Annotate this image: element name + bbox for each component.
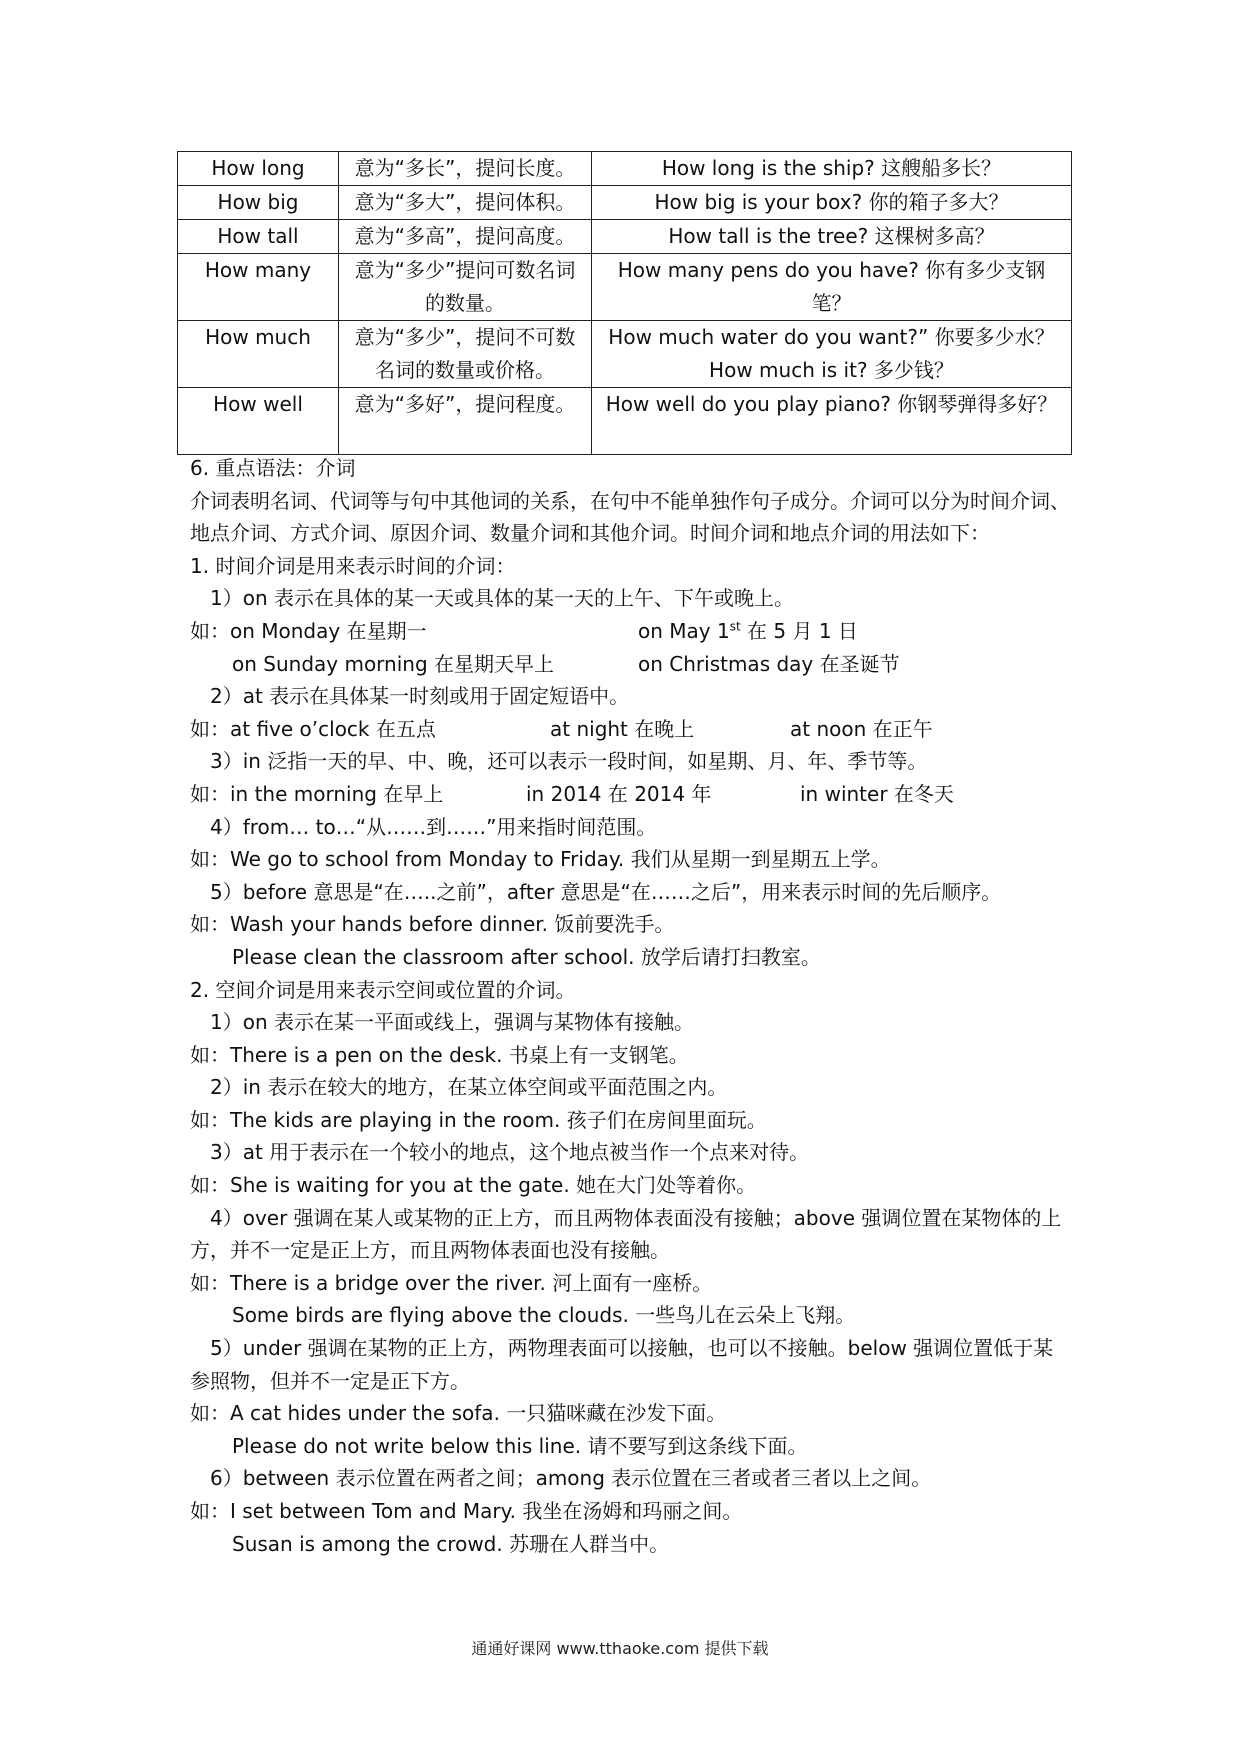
subsection-title: 1. 时间介词是用来表示时间的介词： xyxy=(190,553,516,578)
table-cell: 意为“多少”提问可数名词的数量。 xyxy=(339,254,592,321)
example-line: Susan is among the crowd. 苏珊在人群当中。 xyxy=(232,1531,670,1556)
rule-item: 1）on 表示在具体的某一天或具体的某一天的上午、下午或晚上。 xyxy=(210,586,794,611)
example-text: in winter 在冬天 xyxy=(800,781,954,806)
section-heading: 6. 重点语法：介词 xyxy=(190,456,356,480)
table-cell: 意为“多好”，提问程度。 xyxy=(339,388,592,455)
example-line xyxy=(190,648,1070,681)
table-cell: How tall is the tree? 这棵树多高？ xyxy=(592,220,1072,254)
rule-item: 2）in 表示在较大的地方，在某立体空间或平面范围之内。 xyxy=(210,1075,728,1100)
table-cell: How tall xyxy=(178,220,339,254)
table-cell: How well do you play piano? 你钢琴弹得多好？ xyxy=(592,388,1072,455)
rule-item: 6）between 表示位置在两者之间；among 表示位置在三者或者三者以上之间。 xyxy=(210,1466,932,1491)
page-footer: 通通好课网 www.tthaoke.com 提供下载 xyxy=(471,1639,769,1658)
rule-item: 4）from… to…“从……到……”用来指时间范围。 xyxy=(210,814,657,839)
example-text: 如：in the morning 在早上 xyxy=(190,781,444,806)
table-cell: How big xyxy=(178,186,339,220)
rule-item: 3）in 泛指一天的早、中、晚，还可以表示一段时间，如星期、月、年、季节等。 xyxy=(210,749,928,774)
table-cell: 意为“多少”，提问不可数名词的数量或价格。 xyxy=(339,321,592,388)
table-cell: How well xyxy=(178,388,339,455)
example-text: on Sunday morning 在星期天早上 xyxy=(232,651,555,676)
table-cell: How long is the ship? 这艘船多长？ xyxy=(592,152,1072,186)
example-text: in 2014 在 2014 年 xyxy=(526,781,712,806)
example-line: Please clean the classroom after school. 放学后请打扫教室。 xyxy=(232,944,821,969)
table-cell: 意为“多高”，提问高度。 xyxy=(339,220,592,254)
example-line: Please do not write below this line. 请不要写到这条线下面。 xyxy=(232,1433,808,1458)
example-line: 如：There is a bridge over the river. 河上面有一座桥。 xyxy=(190,1270,713,1295)
example-text: 如：at five o’clock 在五点 xyxy=(190,716,436,741)
subsection-title: 2. 空间介词是用来表示空间或位置的介词。 xyxy=(190,977,576,1002)
example-line: 如：The kids are playing in the room. 孩子们在房间里面玩。 xyxy=(190,1107,767,1132)
grammar-section xyxy=(190,452,1070,1560)
table-cell: How much water do you want?” 你要多少水？ How much is it? 多少钱？ xyxy=(592,321,1072,388)
table-cell: How many pens do you have? 你有多少支钢笔？ xyxy=(592,254,1072,321)
ordinal-suffix: st xyxy=(729,619,741,634)
example-line: 如：She is waiting for you at the gate. 她在大门处等着你。 xyxy=(190,1173,757,1198)
table-cell: How many xyxy=(178,254,339,321)
rule-item: 1）on 表示在某一平面或线上，强调与某物体有接触。 xyxy=(210,1010,694,1035)
how-questions-table xyxy=(177,151,1072,455)
example-text: 如：on Monday 在星期一 xyxy=(190,618,427,643)
table-row xyxy=(178,186,1072,220)
table-row xyxy=(178,388,1072,455)
table-cell: How long xyxy=(178,152,339,186)
example-text: at night 在晚上 xyxy=(550,716,695,741)
intro-paragraph: 介词表明名词、代词等与句中其他词的关系，在句中不能单独作句子成分。介词可以分为时间介词、地点介词、方式介词、原因介词、数量介词和其他介词。时间介词和地点介词的用法如下： xyxy=(190,488,1070,546)
table-cell: How big is your box? 你的箱子多大？ xyxy=(592,186,1072,220)
table-row xyxy=(178,220,1072,254)
example-line: 如：A cat hides under the sofa. 一只猫咪藏在沙发下面。 xyxy=(190,1401,727,1426)
example-text: at noon 在正午 xyxy=(790,716,933,741)
table-row xyxy=(178,254,1072,321)
rule-item: 2）at 表示在具体某一时刻或用于固定短语中。 xyxy=(210,684,630,709)
example-line: 如：We go to school from Monday to Friday. 我们从星期一到星期五上学。 xyxy=(190,847,891,872)
rule-item: 4）over 强调在某人或某物的正上方，而且两物体表面没有接触；above 强调位置在某物体的上方，并不一定是正上方，而且两物体表面也没有接触。 xyxy=(190,1205,1062,1263)
example-line xyxy=(190,615,1070,648)
table-cell: How much xyxy=(178,321,339,388)
example-line: 如：Wash your hands before dinner. 饭前要洗手。 xyxy=(190,912,675,937)
table-row xyxy=(178,152,1072,186)
table-cell: 意为“多大”，提问体积。 xyxy=(339,186,592,220)
example-text: on May 1st 在 5 月 1 日 xyxy=(638,618,858,643)
example-line: Some birds are flying above the clouds. 一些鸟儿在云朵上飞翔。 xyxy=(232,1303,856,1328)
rule-item: 5）under 强调在某物的正上方，两物理表面可以接触，也可以不接触。below 强调位置低于某参照物，但并不一定是正下方。 xyxy=(190,1336,1054,1393)
example-text: on Christmas day 在圣诞节 xyxy=(638,651,900,676)
table-row xyxy=(178,321,1072,388)
example-line: 如：I set between Tom and Mary. 我坐在汤姆和玛丽之间。 xyxy=(190,1499,743,1523)
rule-item: 5）before 意思是“在…..之前”，after 意思是“在……之后”，用来表示时间的先后顺序。 xyxy=(210,879,1002,904)
example-line: 如：There is a pen on the desk. 书桌上有一支钢笔。 xyxy=(190,1042,689,1067)
example-line xyxy=(190,713,1070,746)
rule-item: 3）at 用于表示在一个较小的地点，这个地点被当作一个点来对待。 xyxy=(210,1140,810,1165)
table-cell: 意为“多长”，提问长度。 xyxy=(339,152,592,186)
example-line xyxy=(190,778,1070,811)
